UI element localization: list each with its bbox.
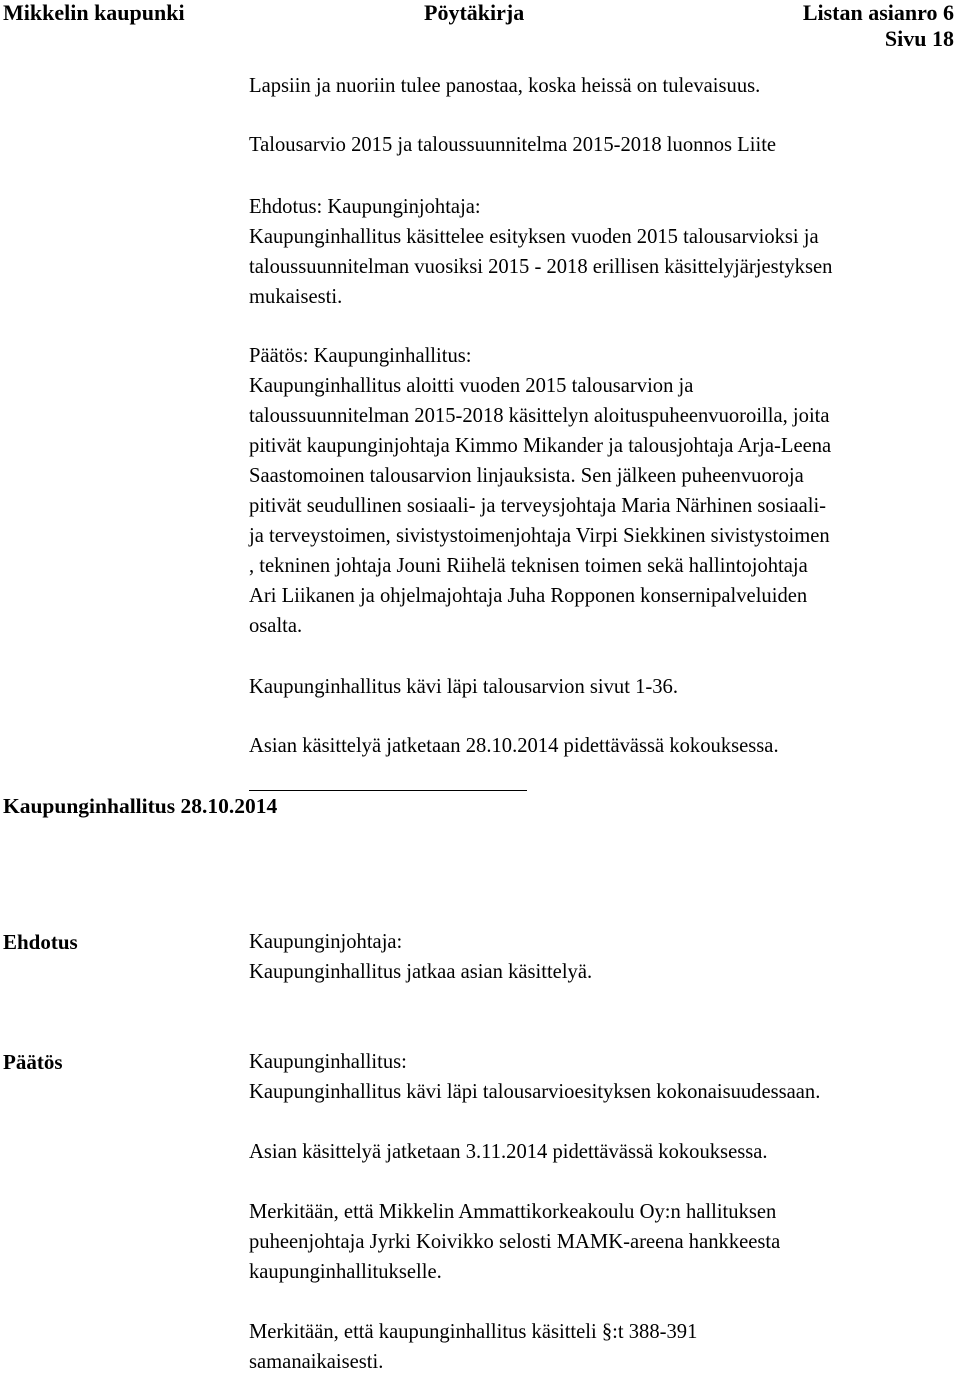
decision-text: Kaupunginhallitus: Kaupunginhallitus kävi läpi talousarvioesityksen kokonaisuudessaan. xyxy=(249,1051,821,1103)
note-sections: Merkitään, että kaupunginhallitus käsitteli §:t 388-391 samanaikaisesti. xyxy=(249,1321,698,1373)
meeting-heading: Kaupunginhallitus 28.10.2014 xyxy=(3,794,278,818)
attachment-line: Talousarvio 2015 ja taloussuunnitelma 2015-2018 luonnos Liite xyxy=(249,134,777,156)
proposal-label: Ehdotus xyxy=(3,930,78,954)
separator-line xyxy=(249,790,527,791)
pages-reviewed-line: Kaupunginhallitus kävi läpi talousarvion sivut 1-36. xyxy=(249,676,678,698)
note-mamk: Merkitään, että Mikkelin Ammattikorkeakoulu Oy:n hallituksen puheenjohtaja Jyrki Koivikko selosti MAMK-areena hankkeesta kaupunginhallitukselle. xyxy=(249,1201,781,1283)
header-item-number: Listan asianro 6 xyxy=(802,0,954,25)
continuation-line: Asian käsittelyä jatketaan 28.10.2014 pidettävässä kokouksessa. xyxy=(249,735,779,757)
intro-paragraph: Lapsiin ja nuoriin tulee panostaa, koska heissä on tulevaisuus. xyxy=(249,75,761,97)
decision-label: Päätös xyxy=(3,1050,63,1074)
header-page-number: Sivu 18 xyxy=(884,26,954,51)
header-city: Mikkelin kaupunki xyxy=(3,0,185,25)
header-doc-type: Pöytäkirja xyxy=(424,0,525,25)
proposal-text: Kaupunginjohtaja: Kaupunginhallitus jatkaa asian käsittelyä. xyxy=(249,931,593,983)
previous-proposal: Ehdotus: Kaupunginjohtaja: Kaupunginhallitus käsittelee esityksen vuoden 2015 talousarvioksi ja taloussuunnitelman vuosiksi 2015 - 2018 erillisen käsittelyjärjestyksen mukaisesti. xyxy=(249,196,833,308)
previous-decision: Päätös: Kaupunginhallitus: Kaupunginhallitus aloitti vuoden 2015 talousarvion ja taloussuunnitelman 2015-2018 käsittelyn aloituspuheenvuoroilla, joita pitivät kaupunginjohtaja Kimmo Mikander ja talousjohtaja Arja-Leena Saastomoinen talousarvion linjauksista. Sen jälkeen puheenvuoroja pitivät seudullinen sosiaali- ja terveysjohtaja Maria Närhinen sosiaali- ja terveystoimen, sivistystoimenjohtaja Virpi Siekkinen sivistystoimen , tekninen johtaja Jouni Riihelä teknisen toimen sekä hallintojohtaja Ari Liikanen ja ohjelmajohtaja Juha Ropponen konsernipalveluiden osalta. xyxy=(249,345,832,637)
decision-continuation: Asian käsittelyä jatketaan 3.11.2014 pidettävässä kokouksessa. xyxy=(249,1141,768,1163)
